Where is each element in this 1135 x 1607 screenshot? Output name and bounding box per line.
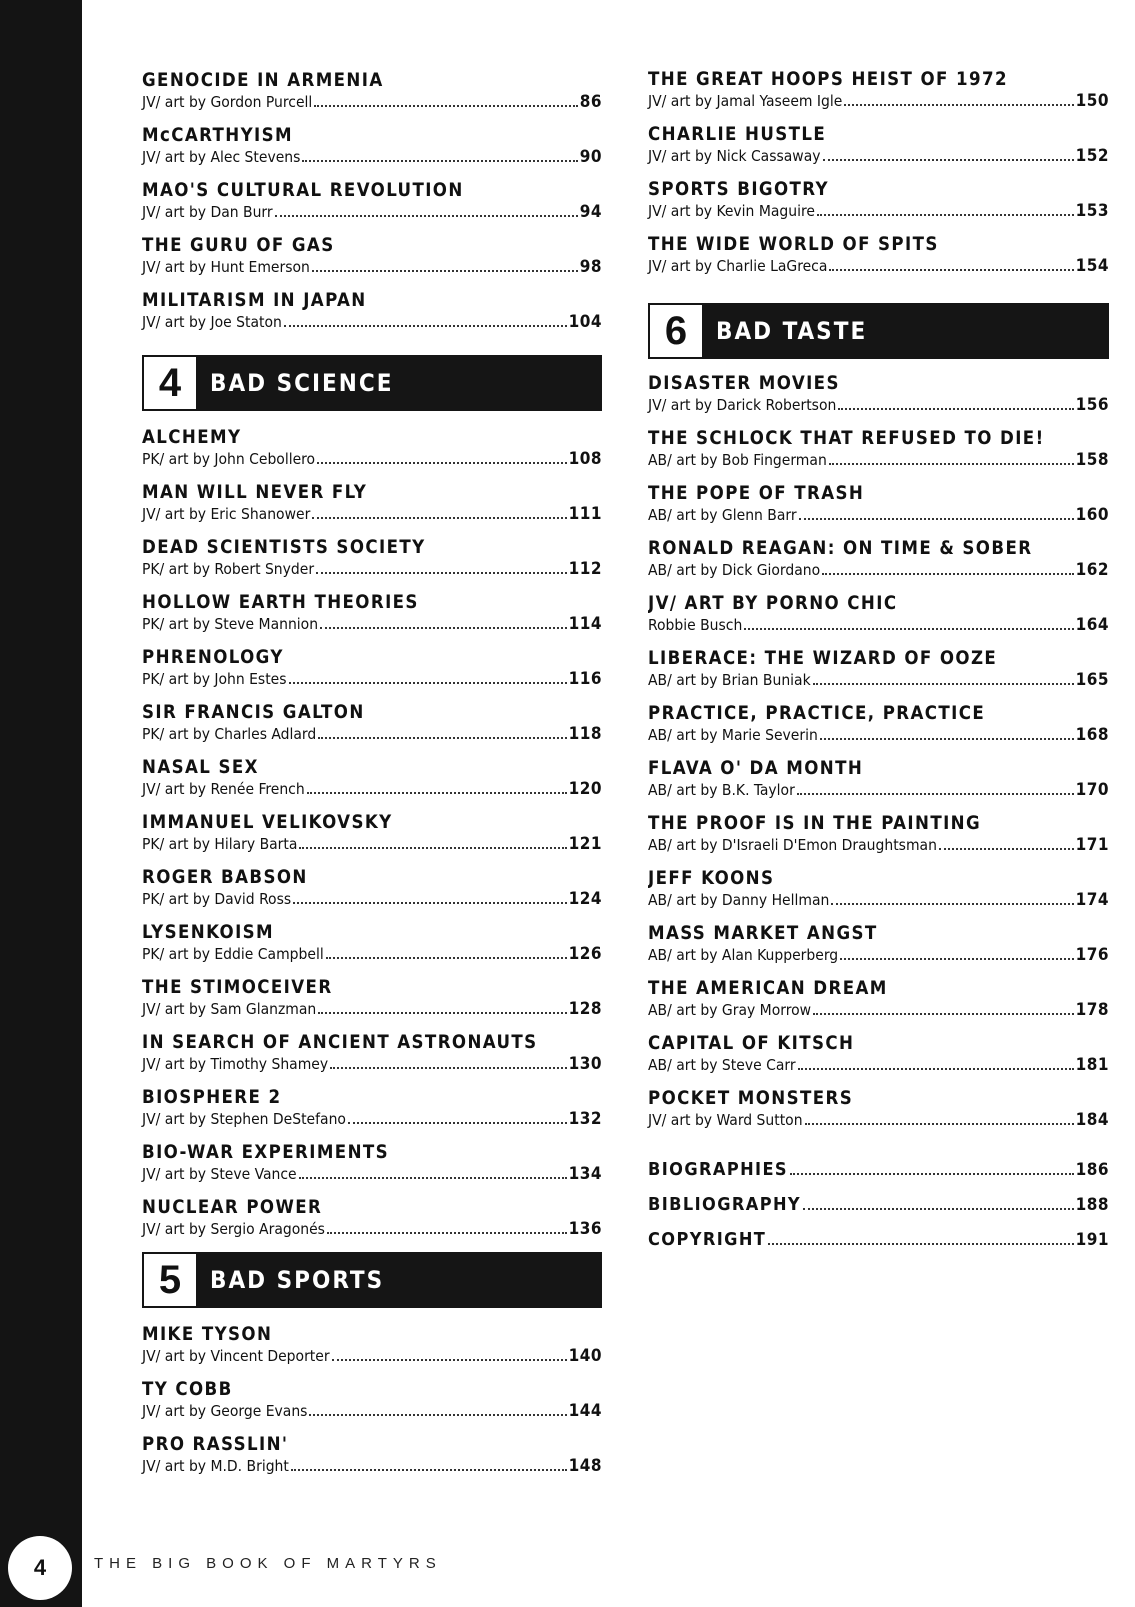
back-matter-title: BIOGRAPHIES	[648, 1159, 788, 1180]
dot-leader	[332, 1359, 567, 1361]
entry-page-number: 120	[568, 779, 602, 799]
toc-entry	[648, 179, 1109, 222]
toc-left-column	[142, 70, 602, 1489]
entry-credit: JV/ art by Charlie LaGreca	[648, 257, 828, 275]
back-matter-list	[648, 1159, 1109, 1250]
toc-entry-group	[648, 69, 1109, 277]
entry-credit: PK/ art by David Ross	[142, 890, 292, 908]
dot-leader	[829, 463, 1074, 465]
entry-credit-line	[142, 504, 602, 525]
entry-credit-line	[648, 780, 1109, 801]
entry-title: RONALD REAGAN: ON TIME & SOBER	[648, 538, 1033, 559]
entry-credit: JV/ art by Stephen DeStefano	[142, 1110, 346, 1128]
back-matter-entry	[648, 1229, 1109, 1250]
entry-credit: AB/ art by Dick Giordano	[648, 561, 821, 579]
entry-title: PRACTICE, PRACTICE, PRACTICE	[648, 703, 986, 724]
entry-title: JEFF KOONS	[648, 868, 775, 889]
dot-leader	[291, 1469, 567, 1471]
entry-title: ROGER BABSON	[142, 867, 308, 888]
entry-page-number: 121	[568, 834, 602, 854]
entry-page-number: 144	[568, 1401, 602, 1421]
entry-credit-line	[648, 91, 1109, 112]
entry-page-number: 160	[1075, 505, 1109, 525]
section-header-bad-taste	[648, 303, 1109, 359]
entry-page-number: 114	[568, 614, 602, 634]
entry-page-number: 170	[1075, 780, 1109, 800]
entry-title: MAO'S CULTURAL REVOLUTION	[142, 180, 464, 201]
entry-credit: JV/ art by Steve Vance	[142, 1165, 297, 1183]
toc-entry	[648, 868, 1109, 911]
toc-entry	[648, 538, 1109, 581]
entry-page-number: 178	[1075, 1000, 1109, 1020]
entry-page-number: 162	[1075, 560, 1109, 580]
back-matter-page: 188	[1075, 1195, 1109, 1215]
dot-leader	[823, 159, 1074, 161]
dot-leader	[840, 958, 1073, 960]
toc-entry	[142, 812, 602, 855]
entry-credit: PK/ art by John Estes	[142, 670, 287, 688]
entry-credit-line	[142, 147, 602, 168]
back-matter-entry	[648, 1159, 1109, 1180]
entry-title: CHARLIE HUSTLE	[648, 124, 827, 145]
dot-leader	[799, 518, 1074, 520]
entry-page-number: 184	[1075, 1110, 1109, 1130]
entry-page-number: 140	[568, 1346, 602, 1366]
dot-leader	[318, 1012, 566, 1014]
dot-leader	[829, 269, 1073, 271]
dot-leader	[798, 1068, 1074, 1070]
dot-leader	[284, 325, 567, 327]
entry-credit: JV/ art by Joe Staton	[142, 313, 282, 331]
entry-credit-line	[648, 1055, 1109, 1076]
entry-page-number: 158	[1075, 450, 1109, 470]
section-label: BAD SCIENCE	[210, 369, 394, 397]
entry-credit: PK/ art by Robert Snyder	[142, 560, 315, 578]
entry-credit: JV/ art by Ward Sutton	[648, 1111, 803, 1129]
entry-title: LYSENKOISM	[142, 922, 275, 943]
entry-page-number: 112	[568, 559, 602, 579]
entry-page-number: 126	[568, 944, 602, 964]
entry-credit: JV/ art by Timothy Shamey	[142, 1055, 329, 1073]
entry-title: ALCHEMY	[142, 427, 242, 448]
entry-page-number: 168	[1075, 725, 1109, 745]
toc-entry	[142, 180, 602, 223]
entry-credit: PK/ art by Eddie Campbell	[142, 945, 324, 963]
entry-credit-line	[648, 615, 1109, 636]
entry-credit: AB/ art by Marie Severin	[648, 726, 818, 744]
dot-leader	[314, 105, 577, 107]
dot-leader	[813, 1013, 1074, 1015]
entry-credit: JV/ art by Darick Robertson	[648, 396, 837, 414]
black-spine	[0, 0, 82, 1607]
entry-credit: AB/ art by Steve Carr	[648, 1056, 796, 1074]
entry-credit: AB/ art by Glenn Barr	[648, 506, 797, 524]
entry-credit-line	[648, 835, 1109, 856]
entry-title: MIKE TYSON	[142, 1324, 273, 1345]
entry-credit: AB/ art by Brian Buniak	[648, 671, 811, 689]
entry-credit-line	[648, 1000, 1109, 1021]
entry-title: IN SEARCH OF ANCIENT ASTRONAUTS	[142, 1032, 538, 1053]
entry-credit: PK/ art by John Cebollero	[142, 450, 316, 468]
entry-credit-line	[142, 449, 602, 470]
entry-credit-line	[142, 202, 602, 223]
back-matter-title: BIBLIOGRAPHY	[648, 1194, 802, 1215]
entry-title: NASAL SEX	[142, 757, 259, 778]
entry-credit-line	[648, 395, 1109, 416]
toc-entry	[648, 758, 1109, 801]
back-matter-title: COPYRIGHT	[648, 1229, 767, 1250]
entry-credit-line	[648, 505, 1109, 526]
dot-leader	[302, 160, 577, 162]
entry-page-number: 134	[568, 1164, 602, 1184]
dot-leader	[293, 902, 566, 904]
entry-title: THE POPE OF TRASH	[648, 483, 865, 504]
toc-right-column	[648, 69, 1109, 1264]
entry-page-number: 94	[579, 202, 602, 222]
dot-leader	[312, 270, 578, 272]
dot-leader	[813, 683, 1074, 685]
entry-page-number: 132	[568, 1109, 602, 1129]
entry-page-number: 108	[568, 449, 602, 469]
toc-entry	[142, 1142, 602, 1185]
entry-title: CAPITAL OF KITSCH	[648, 1033, 855, 1054]
entry-title: BIOSPHERE 2	[142, 1087, 282, 1108]
dot-leader	[744, 628, 1073, 630]
entry-title: NUCLEAR POWER	[142, 1197, 323, 1218]
section-label: BAD SPORTS	[210, 1266, 385, 1294]
entry-page-number: 171	[1075, 835, 1109, 855]
entry-credit-line	[142, 724, 602, 745]
entry-page-number: 90	[579, 147, 602, 167]
entry-credit: AB/ art by B.K. Taylor	[648, 781, 795, 799]
entry-page-number: 152	[1075, 146, 1109, 166]
section-header-bad-science	[142, 355, 602, 411]
entry-credit-line	[142, 1054, 602, 1075]
toc-entry	[142, 235, 602, 278]
entry-credit: JV/ art by Jamal Yaseem Igle	[648, 92, 843, 110]
entry-page-number: 86	[579, 92, 602, 112]
entry-credit: JV/ art by M.D. Bright	[142, 1457, 289, 1475]
entry-credit: JV/ art by Renée French	[142, 780, 305, 798]
toc-entry	[648, 813, 1109, 856]
entry-credit: AB/ art by Gray Morrow	[648, 1001, 812, 1019]
dot-leader	[299, 1177, 567, 1179]
entry-page-number: 150	[1075, 91, 1109, 111]
entry-title: THE GURU OF GAS	[142, 235, 335, 256]
entry-credit: AB/ art by Bob Fingerman	[648, 451, 827, 469]
entry-credit: JV/ art by Nick Cassaway	[648, 147, 821, 165]
toc-entry	[648, 373, 1109, 416]
entry-credit-line	[648, 256, 1109, 277]
toc-entry	[142, 1379, 602, 1422]
entry-page-number: 116	[568, 669, 602, 689]
entry-title: SIR FRANCIS GALTON	[142, 702, 365, 723]
toc-entry	[648, 1033, 1109, 1076]
section-header-bad-sports	[142, 1252, 602, 1308]
entry-credit-line	[142, 1109, 602, 1130]
entry-credit-line	[142, 312, 602, 333]
entry-page-number: 136	[568, 1219, 602, 1239]
entry-credit-line	[648, 670, 1109, 691]
entry-title: JV/ ART BY PORNO CHIC	[648, 593, 898, 614]
entry-title: THE PROOF IS IN THE PAINTING	[648, 813, 982, 834]
entry-credit-line	[142, 999, 602, 1020]
entry-title: THE STIMOCEIVER	[142, 977, 333, 998]
toc-entry	[142, 757, 602, 800]
entry-credit: JV/ art by Vincent Deporter	[142, 1347, 330, 1365]
toc-entry	[142, 427, 602, 470]
dot-leader	[316, 572, 566, 574]
entry-page-number: 176	[1075, 945, 1109, 965]
entry-credit-line	[142, 1346, 602, 1367]
entry-title: DISASTER MOVIES	[648, 373, 840, 394]
dot-leader	[838, 408, 1073, 410]
toc-entry	[648, 1088, 1109, 1131]
dot-leader	[320, 627, 567, 629]
entry-title: SPORTS BIGOTRY	[648, 179, 829, 200]
section-number: 6	[650, 305, 702, 357]
entry-credit-line	[142, 1456, 602, 1477]
entry-title: PRO RASSLIN'	[142, 1434, 289, 1455]
entry-page-number: 98	[579, 257, 602, 277]
entry-title: LIBERACE: THE WIZARD OF OOZE	[648, 648, 998, 669]
entry-credit-line	[648, 890, 1109, 911]
dot-leader	[299, 847, 566, 849]
dot-leader	[312, 517, 566, 519]
dot-leader	[790, 1173, 1074, 1175]
dot-leader	[831, 903, 1073, 905]
entry-credit-line	[648, 450, 1109, 471]
entry-page-number: 164	[1075, 615, 1109, 635]
entry-credit-line	[648, 725, 1109, 746]
back-matter-page: 191	[1075, 1230, 1109, 1250]
toc-entry-group	[648, 373, 1109, 1131]
entry-credit-line	[142, 92, 602, 113]
entry-page-number: 104	[568, 312, 602, 332]
entry-title: PHRENOLOGY	[142, 647, 284, 668]
toc-entry	[648, 69, 1109, 112]
entry-credit-line	[142, 1219, 602, 1240]
dot-leader	[326, 957, 567, 959]
toc-entry	[142, 702, 602, 745]
toc-entry	[648, 593, 1109, 636]
toc-entry	[648, 234, 1109, 277]
entry-credit: JV/ art by George Evans	[142, 1402, 308, 1420]
entry-credit: JV/ art by Kevin Maguire	[648, 202, 815, 220]
entry-credit: JV/ art by Alec Stevens	[142, 148, 301, 166]
entry-credit-line	[142, 889, 602, 910]
entry-title: GENOCIDE IN ARMENIA	[142, 70, 384, 91]
entry-credit-line	[142, 944, 602, 965]
entry-credit: PK/ art by Steve Mannion	[142, 615, 319, 633]
entry-title: THE GREAT HOOPS HEIST OF 1972	[648, 69, 1008, 90]
page-number: 4	[8, 1536, 72, 1600]
entry-credit-line	[142, 559, 602, 580]
dot-leader	[844, 104, 1073, 106]
toc-entry	[142, 1087, 602, 1130]
toc-entry	[648, 648, 1109, 691]
dot-leader	[307, 792, 567, 794]
entry-title: THE WIDE WORLD OF SPITS	[648, 234, 939, 255]
dot-leader	[348, 1122, 567, 1124]
dot-leader	[797, 793, 1074, 795]
entry-title: THE SCHLOCK THAT REFUSED TO DIE!	[648, 428, 1045, 449]
entry-page-number: 128	[568, 999, 602, 1019]
entry-page-number: 154	[1075, 256, 1109, 276]
toc-entry	[648, 923, 1109, 966]
toc-entry	[142, 70, 602, 113]
entry-credit: AB/ art by Danny Hellman	[648, 891, 830, 909]
entry-page-number: 148	[568, 1456, 602, 1476]
dot-leader	[317, 462, 566, 464]
toc-entry-group	[142, 1324, 602, 1477]
dot-leader	[803, 1208, 1074, 1210]
toc-entry	[142, 1197, 602, 1240]
entry-credit: AB/ art by Alan Kupperberg	[648, 946, 839, 964]
entry-credit-line	[142, 614, 602, 635]
entry-credit-line	[142, 257, 602, 278]
entry-page-number: 181	[1075, 1055, 1109, 1075]
entry-credit-line	[142, 669, 602, 690]
entry-credit: JV/ art by Gordon Purcell	[142, 93, 313, 111]
toc-entry	[142, 867, 602, 910]
toc-entry	[648, 483, 1109, 526]
toc-entry	[142, 922, 602, 965]
toc-entry-group	[142, 427, 602, 1240]
entry-credit: PK/ art by Charles Adlard	[142, 725, 317, 743]
dot-leader	[822, 573, 1073, 575]
entry-page-number: 130	[568, 1054, 602, 1074]
toc-entry	[142, 1324, 602, 1367]
entry-credit-line	[142, 779, 602, 800]
toc-entry	[648, 124, 1109, 167]
entry-credit: JV/ art by Sam Glanzman	[142, 1000, 317, 1018]
entry-title: MAN WILL NEVER FLY	[142, 482, 368, 503]
dot-leader	[768, 1243, 1073, 1245]
entry-title: McCARTHYISM	[142, 125, 293, 146]
dot-leader	[327, 1232, 567, 1234]
toc-entry	[142, 537, 602, 580]
section-label: BAD TASTE	[716, 317, 868, 345]
back-matter-page: 186	[1075, 1160, 1109, 1180]
entry-page-number: 165	[1075, 670, 1109, 690]
entry-page-number: 111	[568, 504, 602, 524]
entry-title: HOLLOW EARTH THEORIES	[142, 592, 419, 613]
entry-title: DEAD SCIENTISTS SOCIETY	[142, 537, 426, 558]
entry-page-number: 153	[1075, 201, 1109, 221]
dot-leader	[330, 1067, 566, 1069]
dot-leader	[275, 215, 578, 217]
dot-leader	[939, 848, 1074, 850]
entry-credit-line	[648, 945, 1109, 966]
section-number: 5	[144, 1254, 196, 1306]
entry-credit-line	[142, 834, 602, 855]
entry-credit: PK/ art by Hilary Barta	[142, 835, 298, 853]
dot-leader	[820, 738, 1074, 740]
toc-entry	[142, 1032, 602, 1075]
entry-credit: JV/ art by Sergio Aragonés	[142, 1220, 325, 1238]
footer-book-title: THE BIG BOOK OF MARTYRS	[94, 1555, 442, 1572]
entry-credit: JV/ art by Eric Shanower	[142, 505, 311, 523]
toc-entry	[142, 592, 602, 635]
entry-page-number: 156	[1075, 395, 1109, 415]
entry-credit: JV/ art by Dan Burr	[142, 203, 273, 221]
entry-title: POCKET MONSTERS	[648, 1088, 854, 1109]
entry-title: FLAVA O' DA MONTH	[648, 758, 864, 779]
section-number: 4	[144, 357, 196, 409]
entry-credit-line	[648, 146, 1109, 167]
entry-credit-line	[648, 560, 1109, 581]
entry-title: TY COBB	[142, 1379, 233, 1400]
toc-entry-group	[142, 70, 602, 333]
entry-credit-line	[648, 1110, 1109, 1131]
toc-entry	[648, 428, 1109, 471]
toc-entry	[142, 647, 602, 690]
entry-title: IMMANUEL VELIKOVSKY	[142, 812, 393, 833]
entry-credit: JV/ art by Hunt Emerson	[142, 258, 310, 276]
toc-entry	[648, 978, 1109, 1021]
back-matter-entry	[648, 1194, 1109, 1215]
dot-leader	[805, 1123, 1074, 1125]
dot-leader	[309, 1414, 566, 1416]
toc-entry	[142, 125, 602, 168]
toc-entry	[142, 482, 602, 525]
dot-leader	[318, 737, 566, 739]
entry-credit: AB/ art by D'Israeli D'Emon Draughtsman	[648, 836, 937, 854]
dot-leader	[817, 214, 1074, 216]
toc-entry	[142, 1434, 602, 1477]
entry-credit: Robbie Busch	[648, 616, 743, 634]
entry-credit-line	[142, 1164, 602, 1185]
dot-leader	[289, 682, 567, 684]
entry-page-number: 118	[568, 724, 602, 744]
entry-credit-line	[142, 1401, 602, 1422]
entry-page-number: 124	[568, 889, 602, 909]
entry-page-number: 174	[1075, 890, 1109, 910]
entry-credit-line	[648, 201, 1109, 222]
entry-title: MILITARISM IN JAPAN	[142, 290, 367, 311]
toc-entry	[142, 977, 602, 1020]
toc-entry	[648, 703, 1109, 746]
entry-title: MASS MARKET ANGST	[648, 923, 878, 944]
entry-title: THE AMERICAN DREAM	[648, 978, 888, 999]
entry-title: BIO-WAR EXPERIMENTS	[142, 1142, 390, 1163]
toc-entry	[142, 290, 602, 333]
